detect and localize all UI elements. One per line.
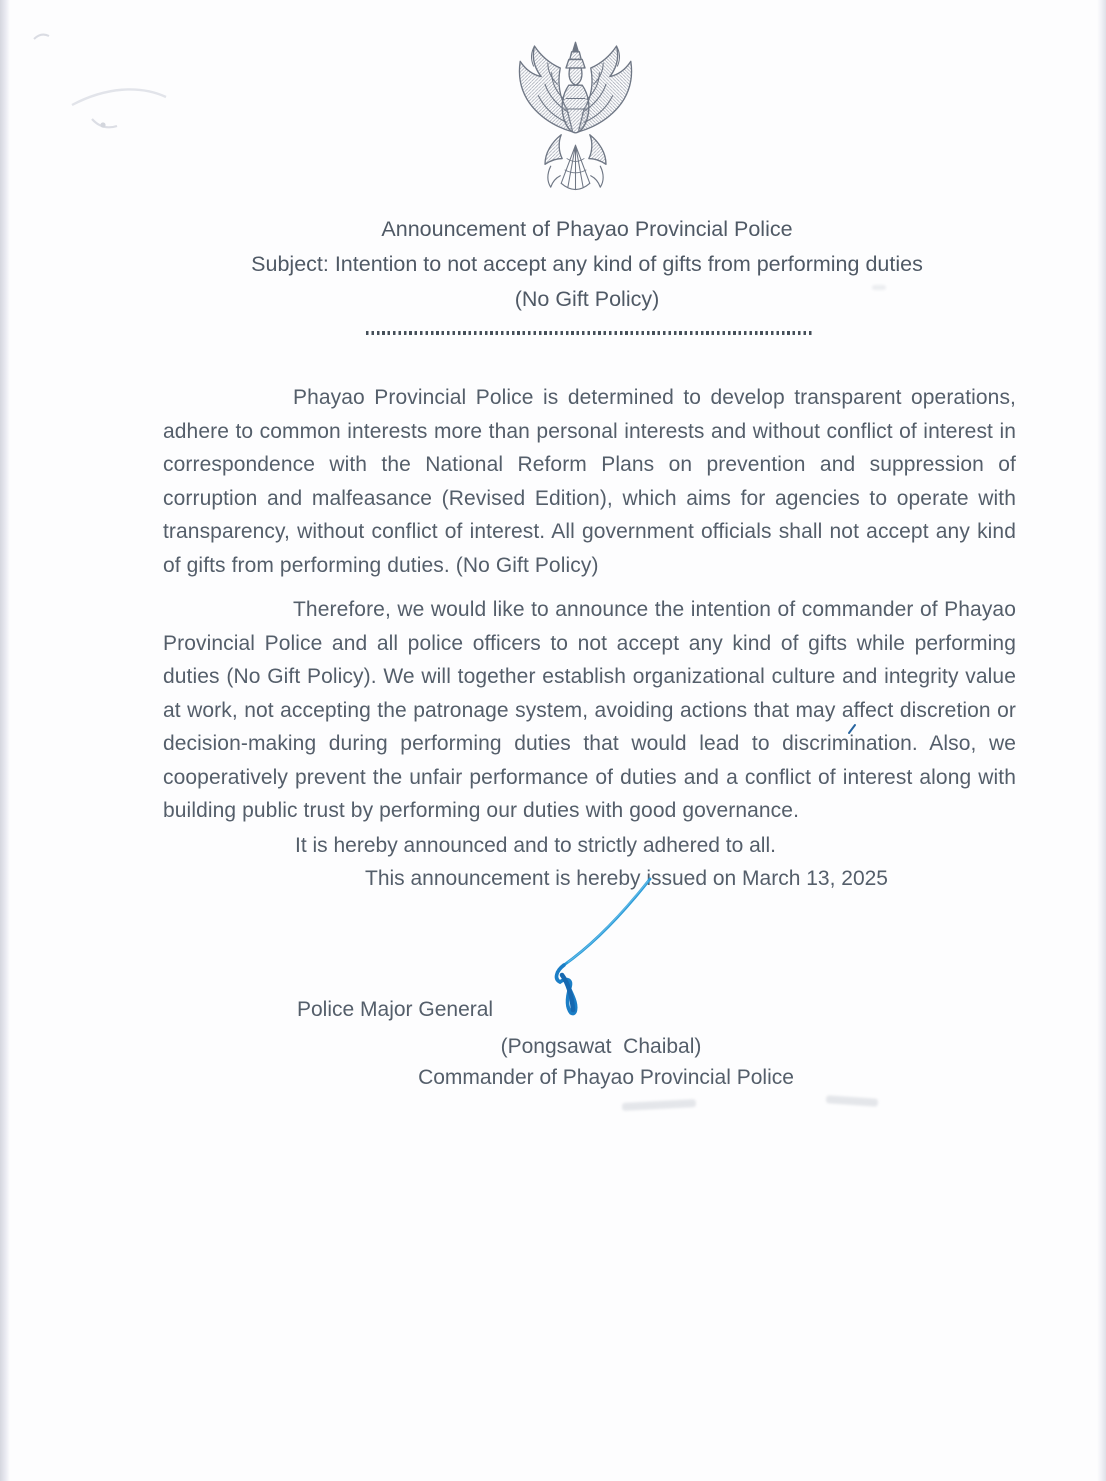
signatory-rank: Police Major General xyxy=(297,998,494,1021)
scan-edge-left xyxy=(0,0,10,1481)
body-paragraph-1: Phayao Provincial Police is determined to develop transparent operations, adhere to common interests more than personal interests and without conflict of interest in correspondence with the National Reform Plans on prevention and suppression of corruption and malfeasance (Revised Edition), which aims for agencies to operate with transparency, without conflict of interest. All government officials shall not accept any kind of gifts from performing duties. (No Gift Policy) xyxy=(163,386,1016,577)
scan-smudge xyxy=(622,1099,696,1111)
body-paragraph-2: Therefore, we would like to announce the intention of commander of Phayao Provincial Police and all police officers to not accept any kind of gifts while performing duties (No Gift Policy). We will together establish organizational culture and integrity value at work, not accepting the patronage system, avoiding actions that may affect discretion or decision-making during performing duties that would lead to discrimination. Also, we cooperatively prevent the unfair performance of duties and a conflict of interest along with building public trust by performing our duties with good governance. xyxy=(163,598,1016,822)
document-subject: Subject: Intention to not accept any kind of gifts from performing duties xyxy=(251,252,923,276)
document-subtitle: (No Gift Policy) xyxy=(514,287,660,311)
pen-tick-mark xyxy=(846,722,858,736)
dotted-divider xyxy=(366,331,812,335)
document-title: Announcement of Phayao Provincial Police xyxy=(381,217,793,241)
document-header xyxy=(34,212,1106,317)
scan-artifact-topleft xyxy=(20,25,190,165)
garuda-emblem-icon xyxy=(504,38,647,200)
signature-ink-stroke xyxy=(520,855,680,1030)
closing-statement: It is hereby announced and to strictly adhered to all. xyxy=(295,833,776,857)
signatory-position: Commander of Phayao Provincial Police xyxy=(418,1066,794,1089)
issuance-statement: This announcement is hereby issued on March 13, 2025 xyxy=(365,867,888,890)
scan-smudge xyxy=(826,1095,878,1107)
document-body xyxy=(163,381,1016,896)
signatory-name: (Pongsawat Chaibal) xyxy=(500,1035,702,1058)
